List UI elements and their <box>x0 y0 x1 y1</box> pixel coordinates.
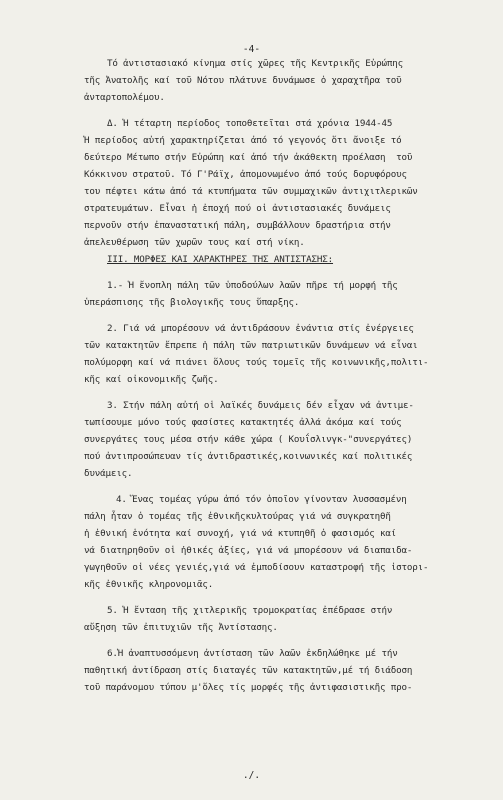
text-line: πάλη ἦταν ὁ τομέας τῆς ἐθνικῆςκυλτούρας γιά νά συγκρατηθῆ <box>84 511 391 522</box>
text-line: τῶν κατακτητῶν ἔπρεπε ἡ πάλη τῶν πατριωτικῶν δυνάμεων νά εἶναι <box>84 340 418 351</box>
text-line: του πέφτει κάτω ἀπό τά κτυπήματα τῶν συμμαχικῶν ἀντιχιτλερικῶν <box>84 186 418 197</box>
text-line: ἡ ἐθνική ἑνότητα καί συνοχή, γιά νά κτυπηθῆ ὁ φασισμός καί <box>84 528 397 539</box>
text-line: συνεργάτες τους μέσα στήν κάθε χώρα ( Κουΐσλινγκ-"συνεργάτες) <box>84 434 413 445</box>
text-line: 3. Στήν πάλη αὐτή οἱ λαϊκές δυνάμεις δέν εἶχαν νά ἀντιμε- <box>107 400 414 411</box>
text-line: Ἡ περίοδος αὐτή χαρακτηρίζεται ἀπό τό γεγονός ὅτι ἄνοιξε τό <box>84 135 402 146</box>
text-line: ἀπελευθέρωση τῶν χωρῶν τους καί στή νίκη. <box>84 237 305 248</box>
text-line: Κόκκινου στρατοῦ. Τό Γ'Ράϊχ, ἀπομονωμένο ἀπό τούς δορυφόρους <box>84 169 407 180</box>
text-line: 4. Ἕνας τομέας γύρω ἀπό τόν ὁποῖον γίνονταν λυσσασμένη <box>116 494 407 505</box>
end-mark: ./. <box>242 770 261 781</box>
text-line: στρατευμάτων. Εἶναι ἡ ἐποχή πού οἱ ἀντιστασιακές δυνάμεις <box>84 203 391 214</box>
text-line: κῆς καί οἰκονομικῆς ζωῆς. <box>84 374 219 385</box>
text-line: δυνάμεις. <box>84 468 133 479</box>
text-line: περνοῦν στήν ἐπαναστατική πάλη, συμβάλλουν δραστήρια στήν <box>84 220 391 231</box>
text-line: 6.Ἡ ἀναπτυσσόμενη ἀντίσταση τῶν λαῶν ἐκδηλώθηκε μέ τήν <box>107 648 398 659</box>
text-line: τοῦ παράνομου τύπου μ'ὅλες τίς μορφές τῆς ἀντιφασιστικῆς προ- <box>84 682 413 693</box>
text-line: Δ. Ἡ τέταρτη περίοδος τοποθετεῖται στά χρόνια 1944-45 <box>107 118 393 129</box>
text-line: πού ἀντιπροσώπευαν τίς ἀντιδραστικές,κοινωνικές καί πολιτικές <box>84 451 413 462</box>
text-line: Τό ἀντιστασιακό κίνημα στίς χῶρες τῆς Κεντρικῆς Εὐρώπης <box>107 58 403 69</box>
text-line: 5. Ἡ ἔνταση τῆς χιτλερικῆς τρομοκρατίας ἐπέδρασε στήν <box>107 605 393 616</box>
text-line: πολύμορφη καί νά πιάνει ὅλους τούς τομεῖς τῆς κοινωνικῆς,πολιτι- <box>84 357 429 368</box>
text-line: δεύτερο Μέτωπο στήν Εὐρώπη καί ἀπό τήν ἀκάθεκτη προέλαση τοῦ <box>84 152 413 163</box>
page-number: -4- <box>242 44 261 55</box>
text-line: γωγηθοῦν οἱ νέες γενιές,γιά νά ἐμποδίσουν καταστροφή τῆς ἱστορι- <box>84 562 429 573</box>
text-line: παθητική ἀντίδραση στίς διαταγές τῶν κατακτητῶν,μέ τή διάδοση <box>84 665 413 676</box>
text-line: ὑπεράσπισης τῆς βιολογικῆς τους ὕπαρξης. <box>84 297 300 308</box>
text-line: ἀνταρτοπολέμου. <box>84 92 165 103</box>
text-line: 1.- Ἡ ἔνοπλη πάλη τῶν ὑποδούλων λαῶν πῆρε τή μορφή τῆς <box>107 280 398 291</box>
text-line: κῆς ἐθνικῆς κληρονομιᾶς. <box>84 579 214 590</box>
text-line: τωπίσουμε μόνο τούς φασίστες κατακτητές ἀλλά ἀκόμα καί τούς <box>84 417 402 428</box>
text-line: τῆς Ἀνατολῆς καί τοῦ Νότου πλάτυνε δυνάμωσε ὁ χαραχτῆρα τοῦ <box>84 75 402 86</box>
text-line: αὔξηση τῶν ἐπιτυχιῶν τῆς Ἀντίστασης. <box>84 622 278 633</box>
section-heading: III. ΜΟΡΦΕΣ ΚΑΙ ΧΑΡΑΚΤΗΡΕΣ ΤΗΣ ΑΝΤΙΣΤΑΣΗΣ: <box>107 254 334 265</box>
text-line: 2. Γιά νά μπορέσουν νά ἀντιδράσουν ἐνάντια στίς ἐνέργειες <box>107 323 414 334</box>
text-line: νά διατηρηθοῦν οἱ ἠθικές ἀξίες, γιά νά μπορέσουν νά διαπαιδα- <box>84 545 413 556</box>
